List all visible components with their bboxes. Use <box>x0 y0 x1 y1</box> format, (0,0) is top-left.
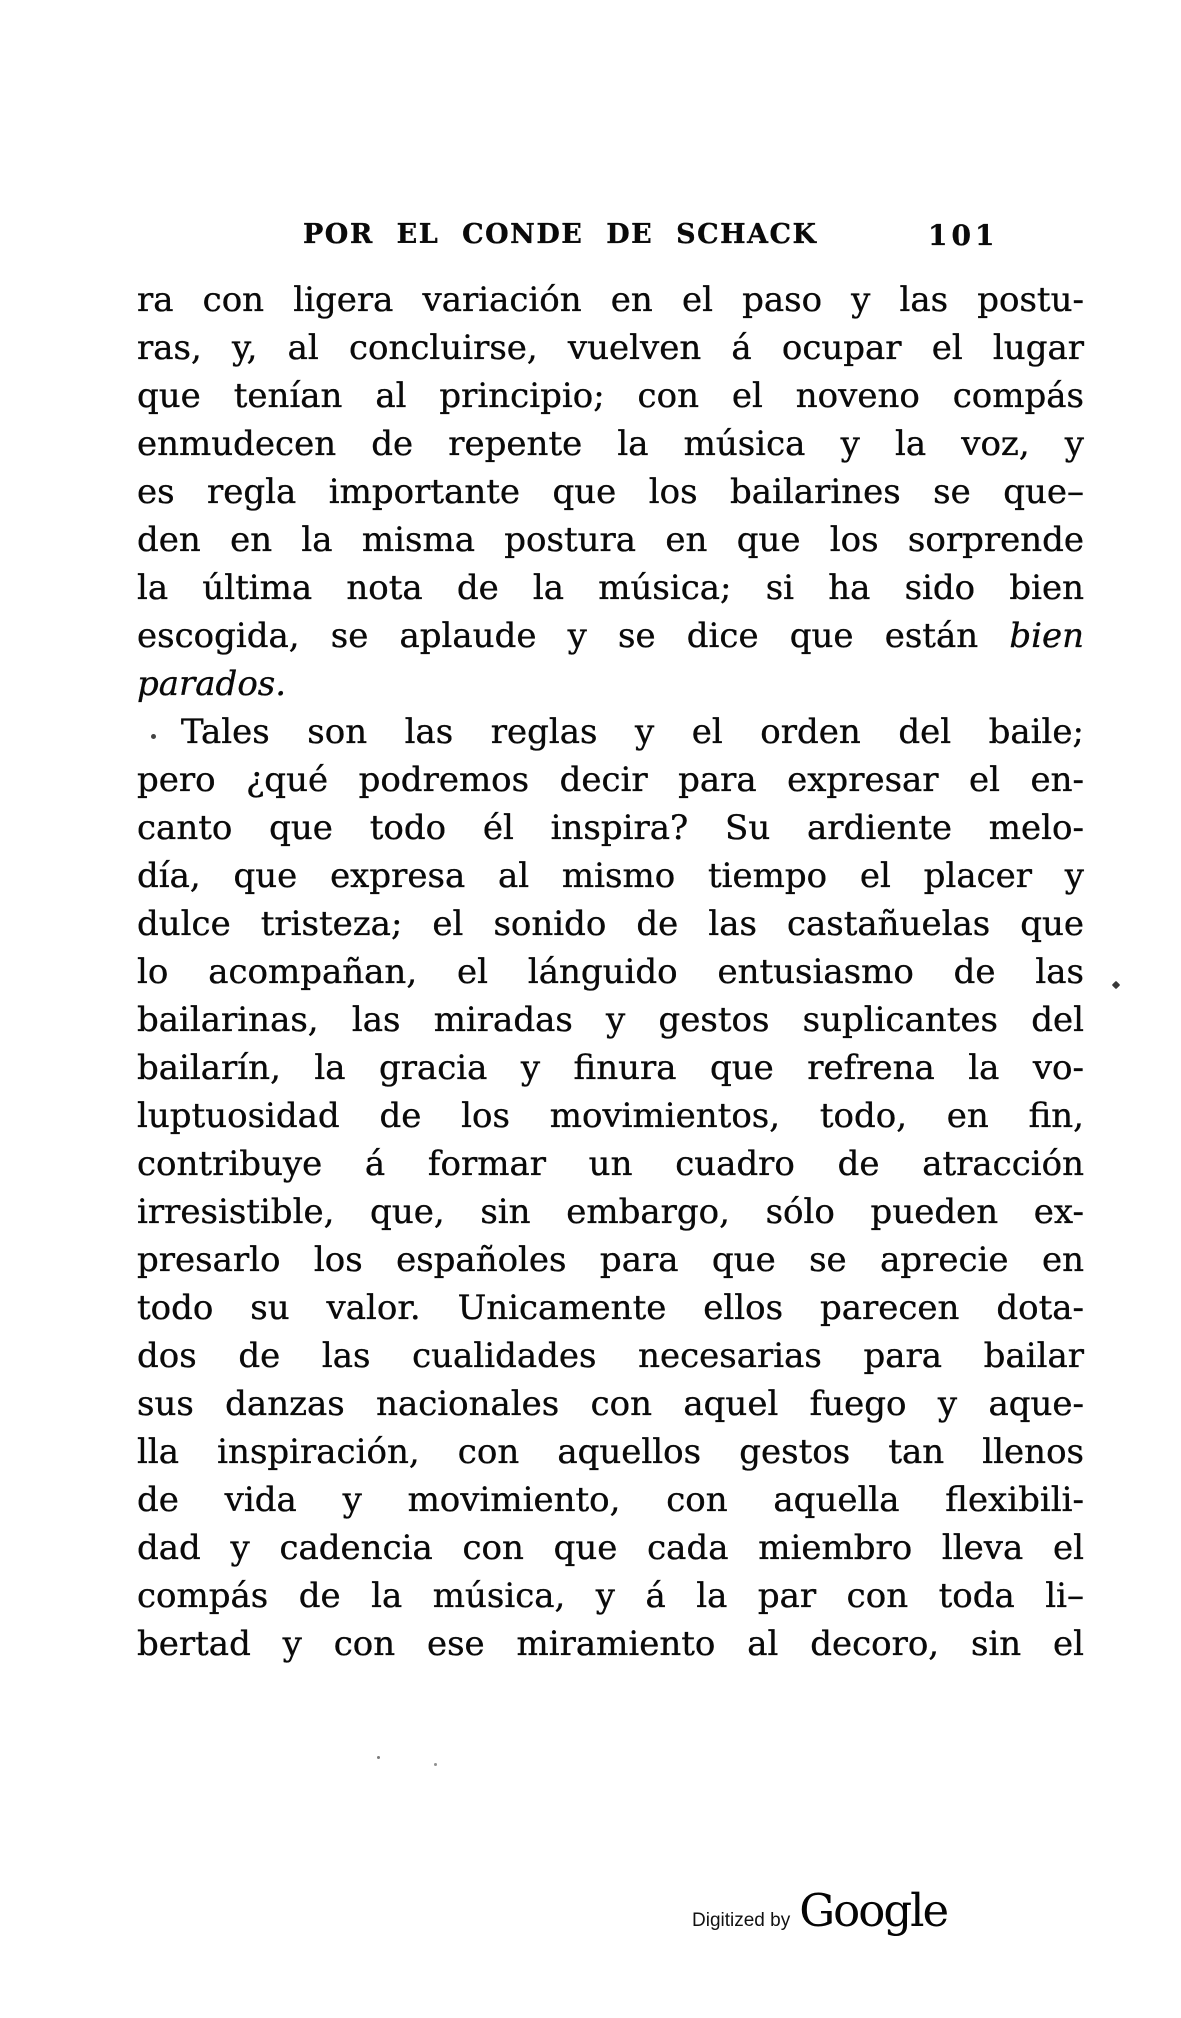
text-line <box>137 900 1084 948</box>
text-segment: bailarinas, las miradas y gestos suplicantes del <box>137 1000 1084 1040</box>
text-segment: canto que todo él inspira? Su ardiente melo- <box>137 808 1084 848</box>
text-line <box>137 1380 1084 1428</box>
text-line <box>137 660 1084 708</box>
text-segment: ras, y, al concluirse, vuelven á ocupar el lugar <box>137 328 1084 368</box>
text-segment: bailarín, la gracia y finura que refrena la vo- <box>137 1048 1084 1088</box>
text-line <box>137 756 1084 804</box>
text-segment: contribuye á formar un cuadro de atracción <box>137 1144 1084 1184</box>
text-line <box>137 996 1084 1044</box>
text-line <box>137 1572 1084 1620</box>
text-line <box>137 1428 1084 1476</box>
text-segment: es regla importante que los bailarines se que– <box>137 472 1084 512</box>
text-line <box>137 948 1084 996</box>
scan-speck <box>1112 981 1120 989</box>
text-segment: compás de la música, y á la par con toda li– <box>137 1576 1084 1616</box>
page-number: 101 <box>928 219 999 252</box>
text-line <box>137 324 1084 372</box>
text-line <box>137 1044 1084 1092</box>
text-line <box>137 420 1084 468</box>
text-segment: enmudecen de repente la música y la voz, y <box>137 424 1084 464</box>
text-segment: de vida y movimiento, con aquella flexibili- <box>137 1480 1084 1520</box>
text-segment: presarlo los españoles para que se aprecie en <box>137 1240 1084 1280</box>
text-line <box>137 852 1084 900</box>
text-segment: Tales son las reglas y el orden del baile; <box>181 712 1084 752</box>
text-line <box>137 1524 1084 1572</box>
text-segment: sus danzas nacionales con aquel fuego y aque- <box>137 1384 1084 1424</box>
text-line <box>137 708 1084 756</box>
text-segment: bertad y con ese miramiento al decoro, sin el <box>137 1624 1084 1664</box>
text-segment: día, que expresa al mismo tiempo el placer y <box>137 856 1084 896</box>
text-segment: lo acompañan, el lánguido entusiasmo de las <box>137 952 1084 992</box>
italic-text-segment: bien <box>1009 616 1084 656</box>
text-line <box>137 1188 1084 1236</box>
text-segment: dad y cadencia con que cada miembro lleva el <box>137 1528 1084 1568</box>
text-line <box>137 1236 1084 1284</box>
text-segment: la última nota de la música; si ha sido bien <box>137 568 1084 608</box>
watermark <box>692 1884 947 1937</box>
text-segment: dulce tristeza; el sonido de las castañuelas que <box>137 904 1084 944</box>
digitized-by-label: Digitized by <box>692 1910 791 1931</box>
text-line <box>137 276 1084 324</box>
text-line <box>137 1476 1084 1524</box>
text-line <box>137 1332 1084 1380</box>
text-line <box>137 1620 1084 1668</box>
header-title: POR EL CONDE DE SCHACK <box>303 219 818 250</box>
text-segment: escogida, se aplaude y se dice que están <box>137 616 1010 656</box>
text-line <box>137 1284 1084 1332</box>
text-segment: pero ¿qué podremos decir para expresar el en- <box>137 760 1084 800</box>
text-segment: lla inspiración, con aquellos gestos tan llenos <box>137 1432 1084 1472</box>
text-line <box>137 564 1084 612</box>
text-line <box>137 1140 1084 1188</box>
text-line <box>137 372 1084 420</box>
text-line <box>137 468 1084 516</box>
text-segment: luptuosidad de los movimientos, todo, en fin, <box>137 1096 1084 1136</box>
text-line <box>137 804 1084 852</box>
scan-speck <box>434 1763 437 1766</box>
text-segment: irresistible, que, sin embargo, sólo pueden ex- <box>137 1192 1084 1232</box>
running-header <box>0 219 1181 255</box>
text-segment: ra con ligera variación en el paso y las postu- <box>137 280 1084 320</box>
scan-speck <box>377 1756 380 1759</box>
italic-text-segment: parados. <box>137 664 287 704</box>
text-segment: todo su valor. Unicamente ellos parecen dota- <box>137 1288 1084 1328</box>
text-segment: den en la misma postura en que los sorprende <box>137 520 1084 560</box>
google-logo-text: Google <box>799 1884 948 1937</box>
text-line <box>137 516 1084 564</box>
text-segment: dos de las cualidades necesarias para bailar <box>137 1336 1084 1376</box>
scan-speck <box>151 734 156 739</box>
text-line <box>137 1092 1084 1140</box>
body-text-block <box>137 276 1084 1668</box>
text-segment: que tenían al principio; con el noveno compás <box>137 376 1084 416</box>
text-line <box>137 612 1084 660</box>
